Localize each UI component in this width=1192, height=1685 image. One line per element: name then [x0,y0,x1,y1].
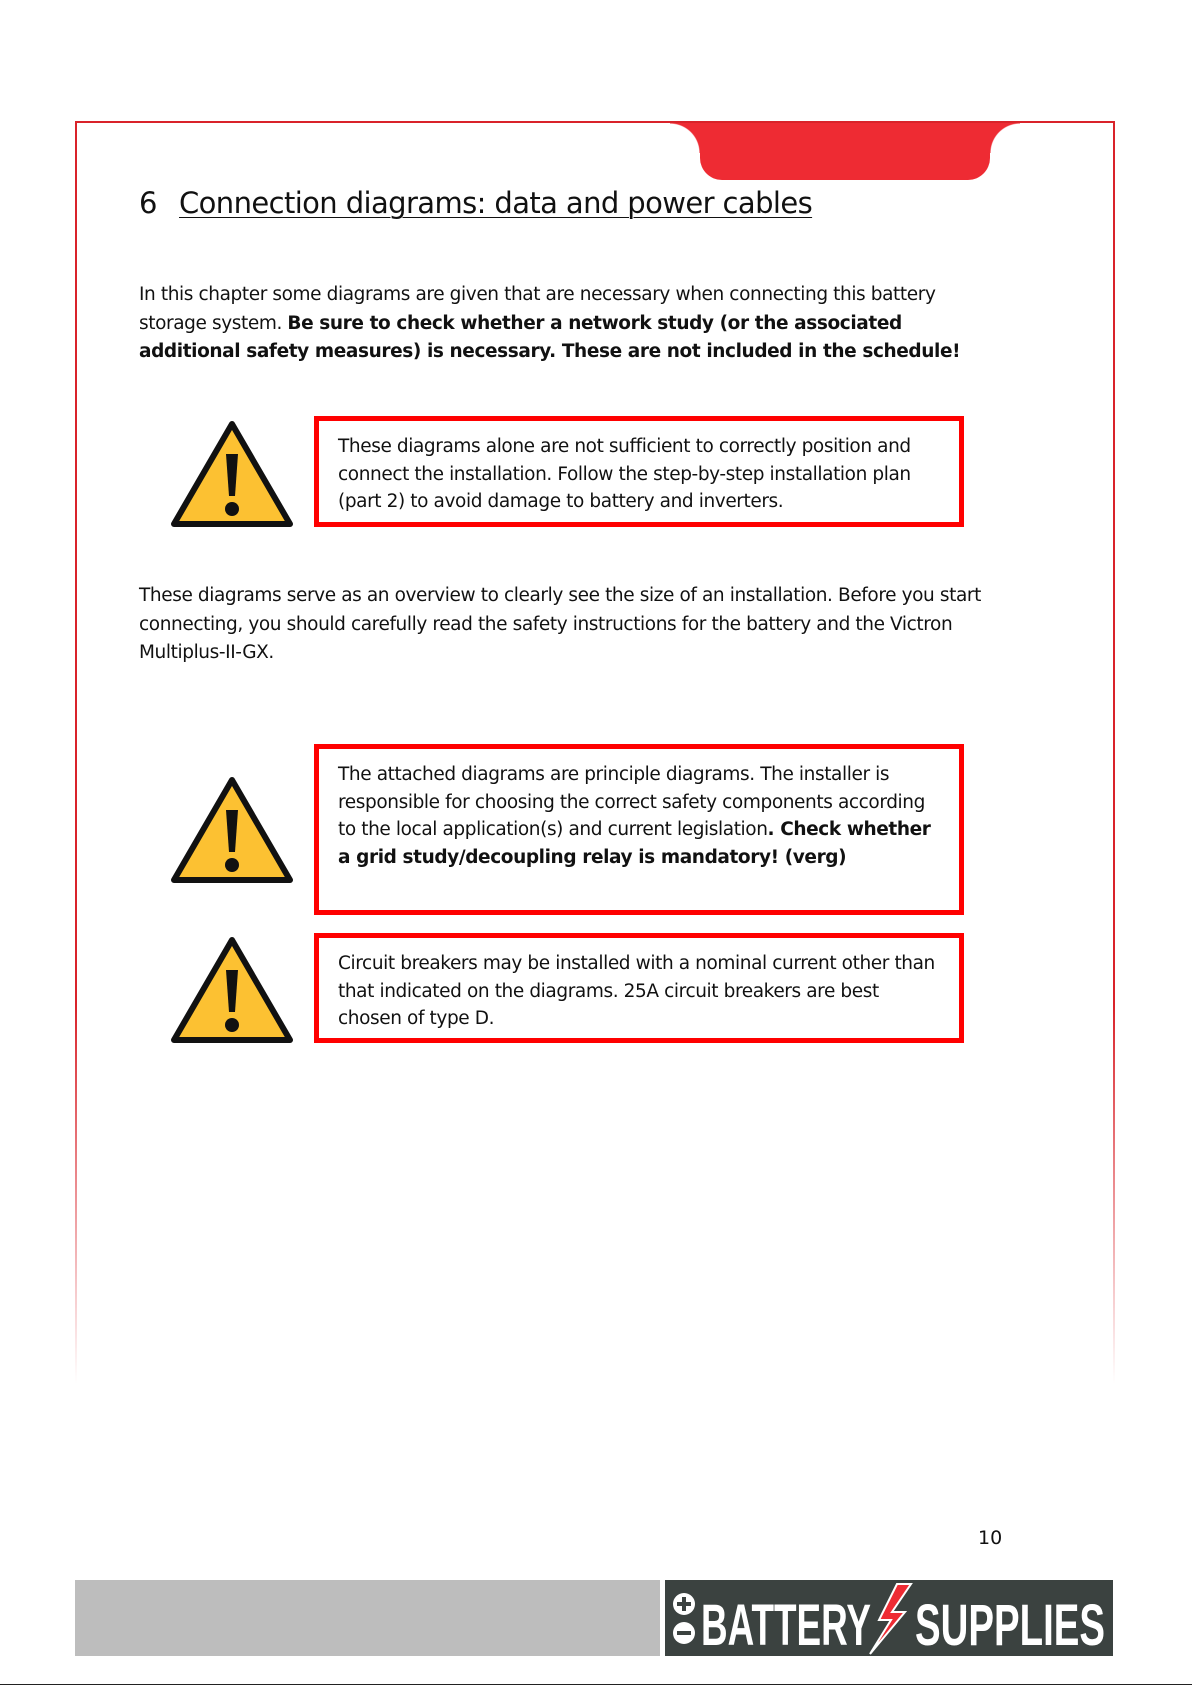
intro-paragraph [139,281,989,367]
intro-text: In this chapter some diagrams are given that are necessary when connecting this battery storage system. [139,284,936,334]
company-logo [665,1580,1113,1656]
warning-triangle-icon [170,420,294,528]
logo-text-supplies: SUPPLIES [915,1593,1105,1658]
page-number: 10 [978,1527,1003,1549]
warning-box-diagrams-insufficient [314,416,964,527]
header-tab [700,123,990,180]
warning-box-circuit-breakers [314,933,964,1043]
warning-triangle-icon [170,776,294,884]
footer-bar [75,1580,660,1656]
logo-text-battery: BATTERY [701,1593,871,1658]
intro-bold-text: Be sure to check whether a network study (or the associated additional safety measures) is necessary. These are not included in the schedule! [139,312,961,362]
warning-triangle-icon [170,936,294,1044]
warning-text: The attached diagrams are principle diagrams. The installer is responsible for choosing the correct safety components according to the local application(s) and current legislation [338,764,925,840]
warning-box-principle-diagrams [314,744,964,915]
warning-text: These diagrams alone are not sufficient to correctly position and connect the installation. Follow the step-by-step installation plan (part 2) to avoid damage to battery and inverters. [338,436,911,512]
warning-text: Circuit breakers may be installed with a nominal current other than that indicated on the diagrams. 25A circuit breakers are best chosen of type D. [338,953,935,1029]
chapter-heading [139,186,812,220]
overview-paragraph: These diagrams serve as an overview to clearly see the size of an installation. Before you start connecting, you should carefully read the safety instructions for the battery and the Victron Multiplus-II-GX. [139,585,981,663]
warning-bold-text: . Check whether a grid study/decoupling relay is mandatory! (verg) [338,819,931,868]
chapter-title: Connection diagrams: data and power cables [179,186,813,220]
chapter-number: 6 [139,186,157,220]
